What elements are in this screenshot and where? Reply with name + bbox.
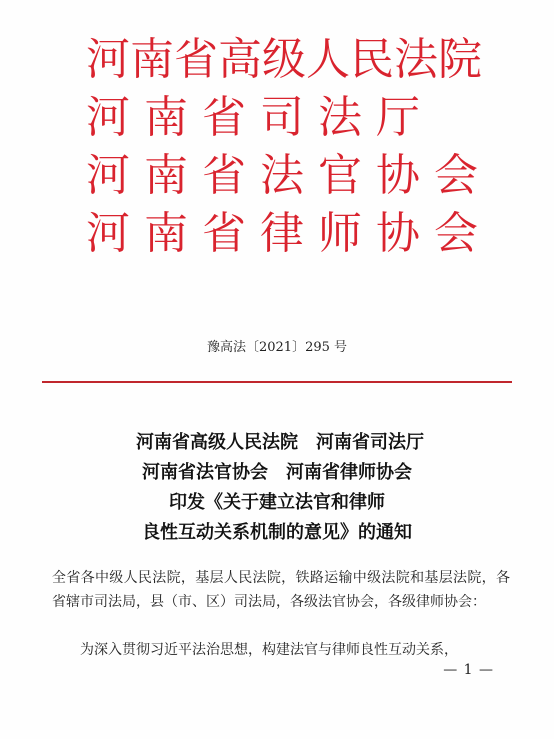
title-line-3: 印发《关于建立法官和律师 [169,492,385,513]
title-line-2: 河南省法官协会 河南省律师协会 [142,462,412,483]
body-paragraph: 为深入贯彻习近平法治思想，构建法官与律师良性互动关系， [80,642,458,658]
red-divider-line [42,381,512,383]
issuer-header-justice-department: 河南省司法厅 [86,92,434,143]
title-line-1: 河南省高级人民法院 河南省司法厅 [136,432,424,453]
issuer-header-lawyers-association: 河南省律师协会 [86,208,492,259]
document-number: 豫高法〔2021〕295 号 [206,340,348,355]
issuer-header-high-court: 河南省高级人民法院 [86,34,482,85]
title-line-4: 良性互动关系机制的意见》的通知 [142,522,412,543]
page-number: — 1 — [443,662,494,678]
issuer-header-judges-association: 河南省法官协会 [86,150,492,201]
addressee-paragraph: 全省各中级人民法院，基层人民法院，铁路运输中级法院和基层法院，各省辖市司法局，县（市、区）司法局，各级法官协会，各级律师协会： [52,570,510,610]
document-title [0,428,554,548]
